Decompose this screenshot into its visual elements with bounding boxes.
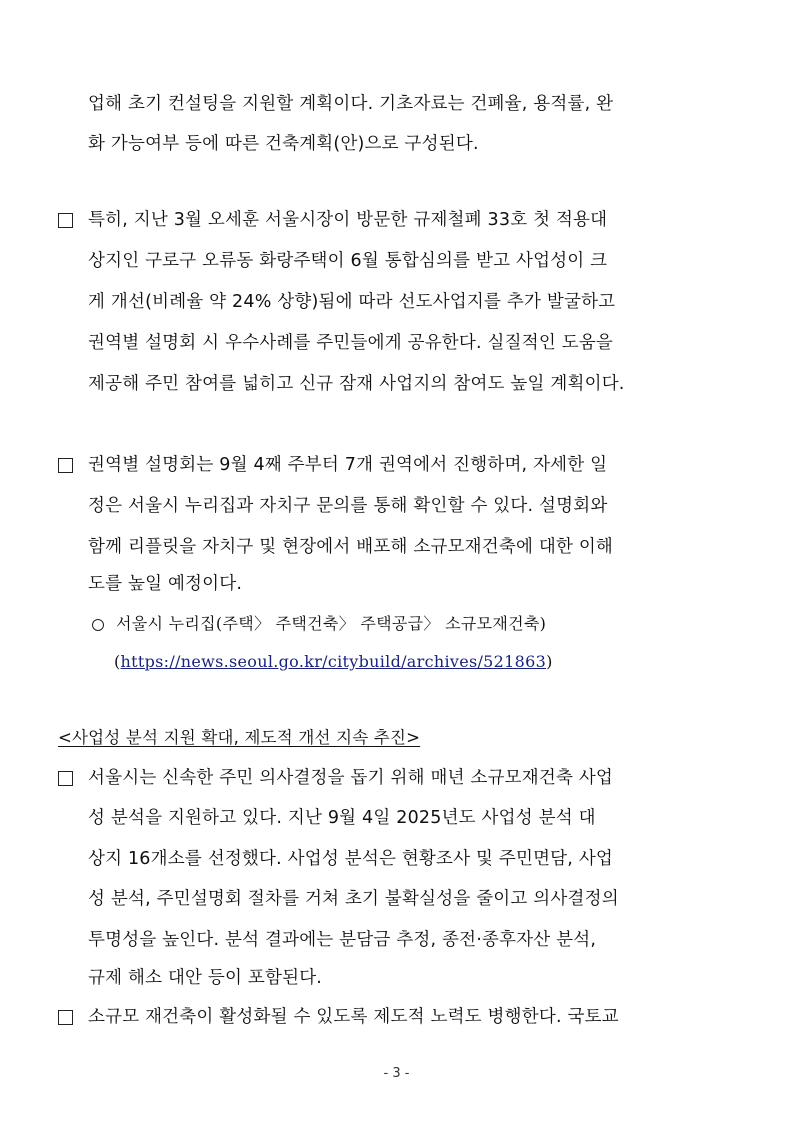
continuation-line: 화 가능여부 등에 따른 건축계획(안)으로 구성된다. bbox=[88, 134, 479, 154]
paragraph-line: 규제 해소 대안 등이 포함된다. bbox=[88, 968, 323, 988]
paragraph-line: 상지 16개소를 선정했다. 사업성 분석은 현황조사 및 주민면담, 사업 bbox=[88, 849, 614, 869]
circle-bullet-icon bbox=[92, 619, 104, 631]
paragraph-line: 도를 높일 예정이다. bbox=[88, 574, 243, 594]
paren-open: ( bbox=[114, 652, 121, 671]
paragraph-line: 서울시는 신속한 주민 의사결정을 돕기 위해 매년 소규모재건축 사업 bbox=[88, 768, 614, 788]
reference-path: 서울시 누리집(주택〉 주택건축〉 주택공급〉 소규모재건축) bbox=[116, 614, 547, 633]
checkbox-bullet-icon bbox=[58, 771, 73, 786]
checkbox-bullet-icon bbox=[58, 213, 73, 228]
paragraph-line: 투명성을 높인다. 분석 결과에는 분담금 추정, 종전·종후자산 분석, bbox=[88, 930, 597, 950]
checkbox-bullet-icon bbox=[58, 1010, 73, 1025]
reference-url-line bbox=[114, 650, 553, 674]
paragraph-line: 성 분석을 지원하고 있다. 지난 9월 4일 2025년도 사업성 분석 대 bbox=[88, 808, 596, 828]
paragraph-line: 함께 리플릿을 자치구 및 현장에서 배포해 소규모재건축에 대한 이해 bbox=[88, 537, 614, 557]
paragraph-line: 성 분석, 주민설명회 절차를 거쳐 초기 불확실성을 줄이고 의사결정의 bbox=[88, 889, 619, 909]
paragraph-line: 제공해 주민 참여를 넓히고 신규 잠재 사업지의 참여도 높일 계획이다. bbox=[88, 374, 625, 394]
paren-close: ) bbox=[546, 652, 553, 671]
paragraph-line: 권역별 설명회 시 우수사례를 주민들에게 공유한다. 실질적인 도움을 bbox=[88, 333, 614, 353]
paragraph-line: 상지인 구로구 오류동 화랑주택이 6월 통합심의를 받고 사업성이 크 bbox=[88, 251, 608, 271]
paragraph-line: 특히, 지난 3월 오세훈 서울시장이 방문한 규제철폐 33호 첫 적용대 bbox=[88, 210, 608, 230]
continuation-line: 업해 초기 컨설팅을 지원할 계획이다. 기초자료는 건폐율, 용적률, 완 bbox=[88, 94, 614, 114]
reference-link[interactable]: https://news.seoul.go.kr/citybuild/archives/521863 bbox=[120, 652, 547, 671]
checkbox-bullet-icon bbox=[58, 458, 73, 473]
paragraph-line: 정은 서울시 누리집과 자치구 문의를 통해 확인할 수 있다. 설명회와 bbox=[88, 496, 608, 516]
paragraph-line: 소규모 재건축이 활성화될 수 있도록 제도적 노력도 병행한다. 국토교 bbox=[88, 1007, 619, 1027]
page-number: - 3 - bbox=[383, 1066, 410, 1081]
paragraph-line: 게 개선(비례율 약 24% 상향)됨에 따라 선도사업지를 추가 발굴하고 bbox=[88, 292, 616, 312]
paragraph-line: 권역별 설명회는 9월 4째 주부터 7개 권역에서 진행하며, 자세한 일 bbox=[88, 455, 608, 475]
section-heading: <사업성 분석 지원 확대, 제도적 개선 지속 추진> bbox=[58, 728, 421, 747]
